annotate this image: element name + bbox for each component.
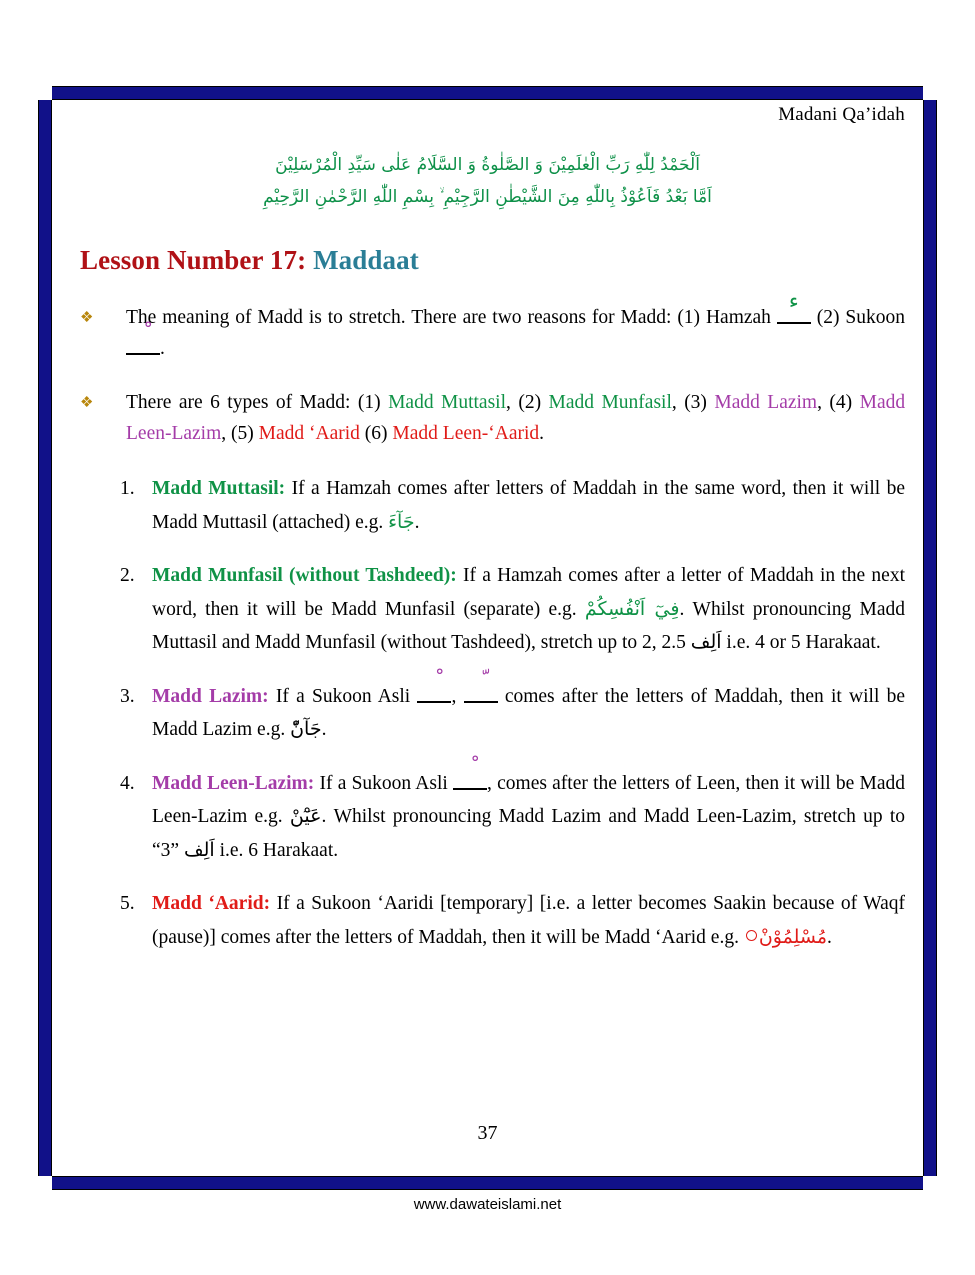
list-item-heading: Madd Leen-Lazim:: [152, 772, 315, 794]
type-entry: [365, 423, 544, 444]
list-item-number: 3.: [120, 685, 135, 707]
list-item: [120, 559, 905, 660]
page-title: [80, 245, 905, 276]
arabic-inline-word: اَلِف: [183, 838, 215, 861]
list-item-text-end: .: [414, 511, 420, 533]
list-item-text-mid: ,: [451, 685, 457, 707]
type-sep: ,: [506, 391, 511, 413]
type-entry: [518, 392, 676, 413]
frame-bar-top: [52, 86, 923, 100]
meaning-text-part-3: .: [160, 338, 165, 360]
list-item-text-2: comes after the letters of Maddah, then it will be Madd Lazim e.g.: [152, 685, 906, 741]
type-sep: .: [539, 423, 545, 445]
sukoon-mark-glyph: [126, 335, 160, 355]
frame-bar-left: [38, 100, 52, 1176]
type-number: (4): [829, 391, 853, 413]
bullet-item-meaning: [80, 289, 906, 365]
list-item-text-end: .: [827, 926, 832, 948]
lesson-name-label: Maddaat: [313, 244, 419, 275]
tashdeed-mark-glyph: [464, 682, 498, 702]
list-item: [120, 887, 905, 954]
list-item-body: [152, 680, 905, 747]
invocation-line-1: اَلْحَمْدُ لِلّٰهِ رَبِّ الْعٰلَمِيْنَ وَ الصَّلٰوةُ وَ السَّلَامُ عَلٰى سَيِّدِ الْمُرْسَلِيْنَ: [275, 155, 700, 175]
type-number: (3): [684, 391, 707, 413]
list-item-body: [152, 767, 905, 868]
bullet-text-meaning: [126, 289, 906, 365]
list-item-body: [152, 472, 905, 539]
list-item: [120, 767, 905, 868]
type-entry: [684, 392, 822, 413]
arabic-example: فِيٓ اَنْفُسِكُمْ: [584, 597, 680, 620]
list-item: [120, 680, 905, 747]
frame-bar-bottom: [52, 1176, 923, 1190]
type-name: Madd Munfasil: [548, 391, 672, 413]
list-item-number: 5.: [120, 893, 135, 915]
arabic-inline-word: اَلِف: [690, 631, 722, 654]
bullet-item-types: [80, 387, 905, 450]
type-name: Madd Leen-Lazim: [126, 391, 906, 445]
type-name: Madd Lazim: [714, 391, 818, 413]
meaning-text-part-1: The meaning of Madd is to stretch. There are two reasons for Madd: (1) Hamzah: [126, 306, 771, 328]
type-name: Madd Leen-‘Aarid: [392, 423, 540, 445]
arabic-example: مُسْلِمُوْنْ: [758, 925, 828, 948]
list-item-heading: Madd ‘Aarid:: [152, 893, 271, 915]
frame-bar-right: [923, 100, 937, 1176]
list-item-text-end: .: [321, 719, 327, 741]
diamond-bullet-icon: ❖: [80, 309, 94, 326]
sukoon-mark-glyph: [417, 682, 451, 702]
list-item-number: 2.: [120, 565, 135, 587]
arabic-invocation: [70, 152, 905, 211]
running-head: Madani Qa’idah: [778, 104, 905, 125]
list-item-text: If a Hamzah comes after a letter of Maddah in the next word, then it will be Madd Munfasil (separate) e.g.: [152, 565, 906, 620]
list-item-text-2: , comes after the letters of Leen, then it will be Madd Leen-Lazim e.g.: [152, 772, 905, 828]
list-item-heading: Madd Lazim:: [152, 685, 269, 707]
types-lead-text: There are 6 types of Madd:: [126, 391, 351, 413]
arabic-example: جَآءَ: [388, 510, 415, 533]
list-item-text-3: . Whilst pronouncing Madd Lazim and Madd Leen-Lazim, stretch up to “3”: [152, 806, 906, 861]
list-item-text: If a Hamzah comes after letters of Maddah in the same word, then it will be Madd Muttasil (attached) e.g.: [152, 478, 905, 533]
list-item-heading: Madd Munfasil (without Tashdeed):: [152, 565, 457, 587]
list-item-number: 1.: [120, 478, 135, 499]
arabic-example: جَآنّْ: [290, 718, 322, 741]
page-number: 37: [477, 1122, 498, 1144]
type-name: Madd ‘Aarid: [258, 423, 360, 445]
type-entry: [358, 392, 511, 413]
list-item-text: If a Sukoon Asli: [319, 772, 448, 794]
sukoon-mark-glyph: [453, 769, 487, 789]
diamond-bullet-icon: ❖: [80, 394, 94, 411]
meaning-text-part-2: (2) Sukoon: [816, 306, 906, 328]
type-number: (5): [231, 423, 254, 445]
hamzah-glyph: ء: [788, 289, 799, 314]
bullet-text-types: [126, 387, 905, 450]
list-item-text-2: . Whilst pronouncing Madd Muttasil and Madd Munfasil (without Tashdeed), stretch up to 2, 2.5: [152, 598, 906, 654]
list-item-number: 4.: [120, 772, 135, 794]
page-content: [70, 104, 905, 974]
invocation-line-2: اَمَّا بَعْدُ فَاَعُوْذُ بِاللّٰهِ مِنَ الشَّيْطٰنِ الرَّجِيْمِ ۙ بِسْمِ اللّٰهِ الرَّحْمٰنِ الرَّحِيْمِ: [263, 187, 712, 208]
list-item-body: [152, 887, 905, 954]
list-item-text: If a Sukoon ‘Aaridi [temporary] [i.e. a letter becomes Saakin because of Waqf (pause)] comes after the letters of Maddah, then it will be Madd ‘Aarid e.g.: [152, 893, 905, 948]
corner-knot-bottom-right-icon: [893, 1146, 949, 1202]
arabic-example: عَيْٓنْ: [289, 805, 322, 828]
list-item-heading: Madd Muttasil:: [152, 478, 286, 499]
list-item-text-3: i.e. 4 or 5 Harakaat.: [726, 632, 881, 654]
hamzah-mark-glyph: [777, 289, 811, 323]
list-item-body: [152, 559, 905, 660]
type-name: Madd Muttasil: [388, 391, 507, 413]
type-sep: ,: [221, 423, 227, 445]
type-number: (1): [357, 391, 381, 413]
type-entry: [231, 423, 360, 444]
lesson-number-label: Lesson Number 17:: [80, 244, 307, 275]
footer-url: www.dawateislami.net: [413, 1196, 562, 1213]
type-number: (6): [364, 423, 388, 445]
type-sep: ,: [817, 391, 822, 413]
type-sep: ,: [671, 391, 677, 413]
list-item-text-4: i.e. 6 Harakaat.: [219, 839, 339, 861]
type-number: (2): [518, 391, 542, 413]
list-item-text: If a Sukoon Asli: [275, 685, 411, 707]
waqf-circle-icon: [746, 930, 757, 941]
list-item: [120, 472, 905, 539]
corner-knot-bottom-left-icon: [26, 1146, 82, 1202]
